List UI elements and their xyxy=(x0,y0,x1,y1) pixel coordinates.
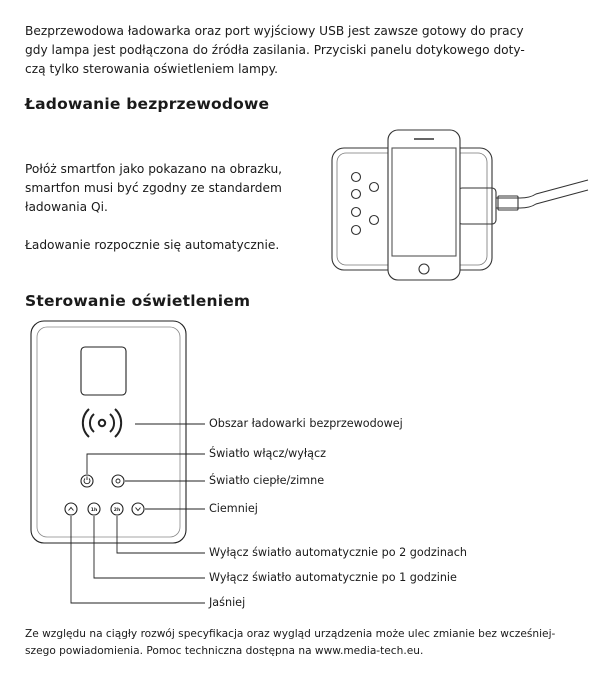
leader-2h xyxy=(117,516,205,553)
lamp-window xyxy=(81,347,126,395)
wireless-charging-icon xyxy=(83,409,121,437)
label-brighter: Jaśniej xyxy=(209,596,246,609)
dimmer-button-icon xyxy=(132,503,144,515)
label-warm-cold: Światło ciepłe/zimne xyxy=(209,474,325,487)
leader-brighter xyxy=(71,516,205,603)
intro-line-2: gdy lampa jest podłączona do źródła zasilania. Przyciski panelu dotykowego doty- xyxy=(25,43,525,57)
leader-1h xyxy=(94,516,205,578)
wireless-text-line-1: Połóż smartfon jako pokazano na obrazku, xyxy=(25,162,283,176)
intro-line-1: Bezprzewodowa ładowarka oraz port wyjściowy USB jest zawsze gotowy do pracy xyxy=(25,24,524,38)
leader-power xyxy=(87,454,205,474)
wireless-text-line-3: ładowania Qi. xyxy=(25,200,108,214)
label-dimmer: Ciemniej xyxy=(209,502,258,515)
warm-cold-button-icon xyxy=(112,475,124,487)
lamp-front-outline xyxy=(31,321,186,543)
footer-line-2: szego powiadomienia. Pomoc techniczna dostępna na www.media-tech.eu. xyxy=(25,645,424,657)
label-power: Światło włącz/wyłącz xyxy=(209,447,326,460)
label-charger-area: Obszar ładowarki bezprzewodowej xyxy=(209,417,403,430)
intro-line-3: czą tylko sterowania oświetleniem lampy. xyxy=(25,62,278,76)
wireless-heading: Ładowanie bezprzewodowe xyxy=(25,95,270,113)
footer-line-1: Ze względu na ciągły rozwój specyfikacja oraz wygląd urządzenia może ulec zmianie bez wcześniej- xyxy=(25,628,556,640)
brighter-button-icon xyxy=(65,503,77,515)
lighting-heading: Sterowanie oświetleniem xyxy=(25,292,251,310)
label-off-1h: Wyłącz światło automatycznie po 1 godzinie xyxy=(209,571,457,584)
wireless-text-line-2: smartfon musi być zgodny ze standardem xyxy=(25,181,282,195)
timer-1h-text: 1h xyxy=(90,507,98,513)
wireless-text-auto: Ładowanie rozpocznie się automatycznie. xyxy=(25,238,280,252)
timer-2h-text: 2h xyxy=(113,507,121,513)
label-off-2h: Wyłącz światło automatycznie po 2 godzinach xyxy=(209,546,468,559)
